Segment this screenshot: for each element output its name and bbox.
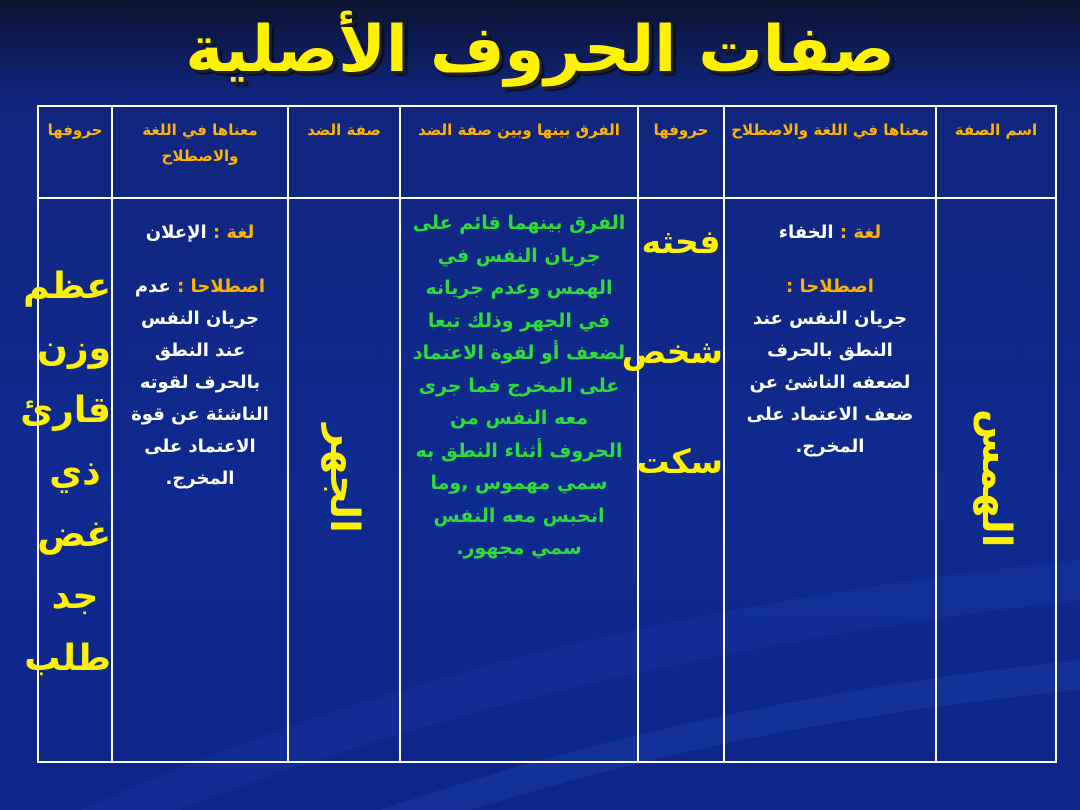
jahr-term-value: جريان النفس عند النطق بالحرف لقوته الناشئة عن قوة الاعتماد على المخرج.: [131, 308, 269, 489]
hams-letters-2: شخص: [621, 332, 723, 371]
cell-difference: الفرق بينهما قائم على جريان النفس في الهمس وعدم جريانه في الجهر وذلك تبعا لضعف أو لقوة الاعتماد على المخرج فما جرى معه النفس من الحروف أثناء النطق به سمي مهموس ,وما انحبس معه النفس سمي مجهور.: [400, 198, 638, 762]
header-opposite: صفة الضد: [288, 106, 400, 198]
header-letters: حروفها: [638, 106, 724, 198]
header-name: اسم الصفة: [936, 106, 1056, 198]
hams-letters-1: فحثه: [641, 222, 721, 261]
hams-lang-label: لغة :: [839, 222, 882, 243]
jahr-letter-4: ذي: [49, 452, 101, 493]
page-title: صفات الحروف الأصلية: [185, 13, 895, 87]
header-row: [38, 106, 1056, 198]
cell-jahr-name: [288, 198, 400, 762]
cell-hams-meaning: [724, 198, 936, 762]
hams-lang-value: الخفاء: [778, 222, 834, 243]
jahr-term-label: اصطلاحا :: [177, 276, 266, 297]
jahr-lang: [123, 217, 277, 249]
jahr-lang-value: الإعلان: [145, 222, 207, 243]
cell-hams-letters: [621, 198, 724, 762]
jahr-lang-label: لغة :: [212, 222, 255, 243]
header-meaning: معناها في اللغة والاصطلاح: [724, 106, 936, 198]
jahr-name: الجهر: [321, 423, 367, 533]
jahr-letter-6: جد: [51, 576, 99, 617]
hams-term-value: جريان النفس عند النطق بالحرف لضعفه الناشئ عن ضعف الاعتماد على المخرج.: [746, 308, 914, 457]
hams-lang: [735, 217, 925, 249]
header-opposite-letters: حروفها: [38, 106, 112, 198]
jahr-letter-3: قارئ: [20, 390, 111, 431]
cell-hams-name: [936, 198, 1056, 762]
hams-term-label: اصطلاحا :: [786, 276, 874, 297]
hams-name: الهمس: [973, 408, 1019, 548]
cell-jahr-meaning: [112, 198, 288, 762]
header-opposite-meaning: معناها في اللغة والاصطلاح: [112, 106, 288, 198]
jahr-letter-2: وزن: [37, 328, 111, 369]
jahr-letter-5: غض: [37, 514, 111, 555]
content-row: [38, 198, 1056, 762]
jahr-letter-7: طلب: [24, 638, 111, 679]
cell-jahr-letters: [20, 198, 112, 762]
jahr-letter-1: عظم: [23, 266, 111, 307]
attributes-table: [20, 105, 1057, 763]
jahr-term-first: عدم: [134, 276, 171, 297]
hams-letters-3: سكت: [636, 442, 723, 481]
jahr-term: [123, 271, 277, 303]
header-difference: الفرق بينها وبين صفة الضد: [400, 106, 638, 198]
